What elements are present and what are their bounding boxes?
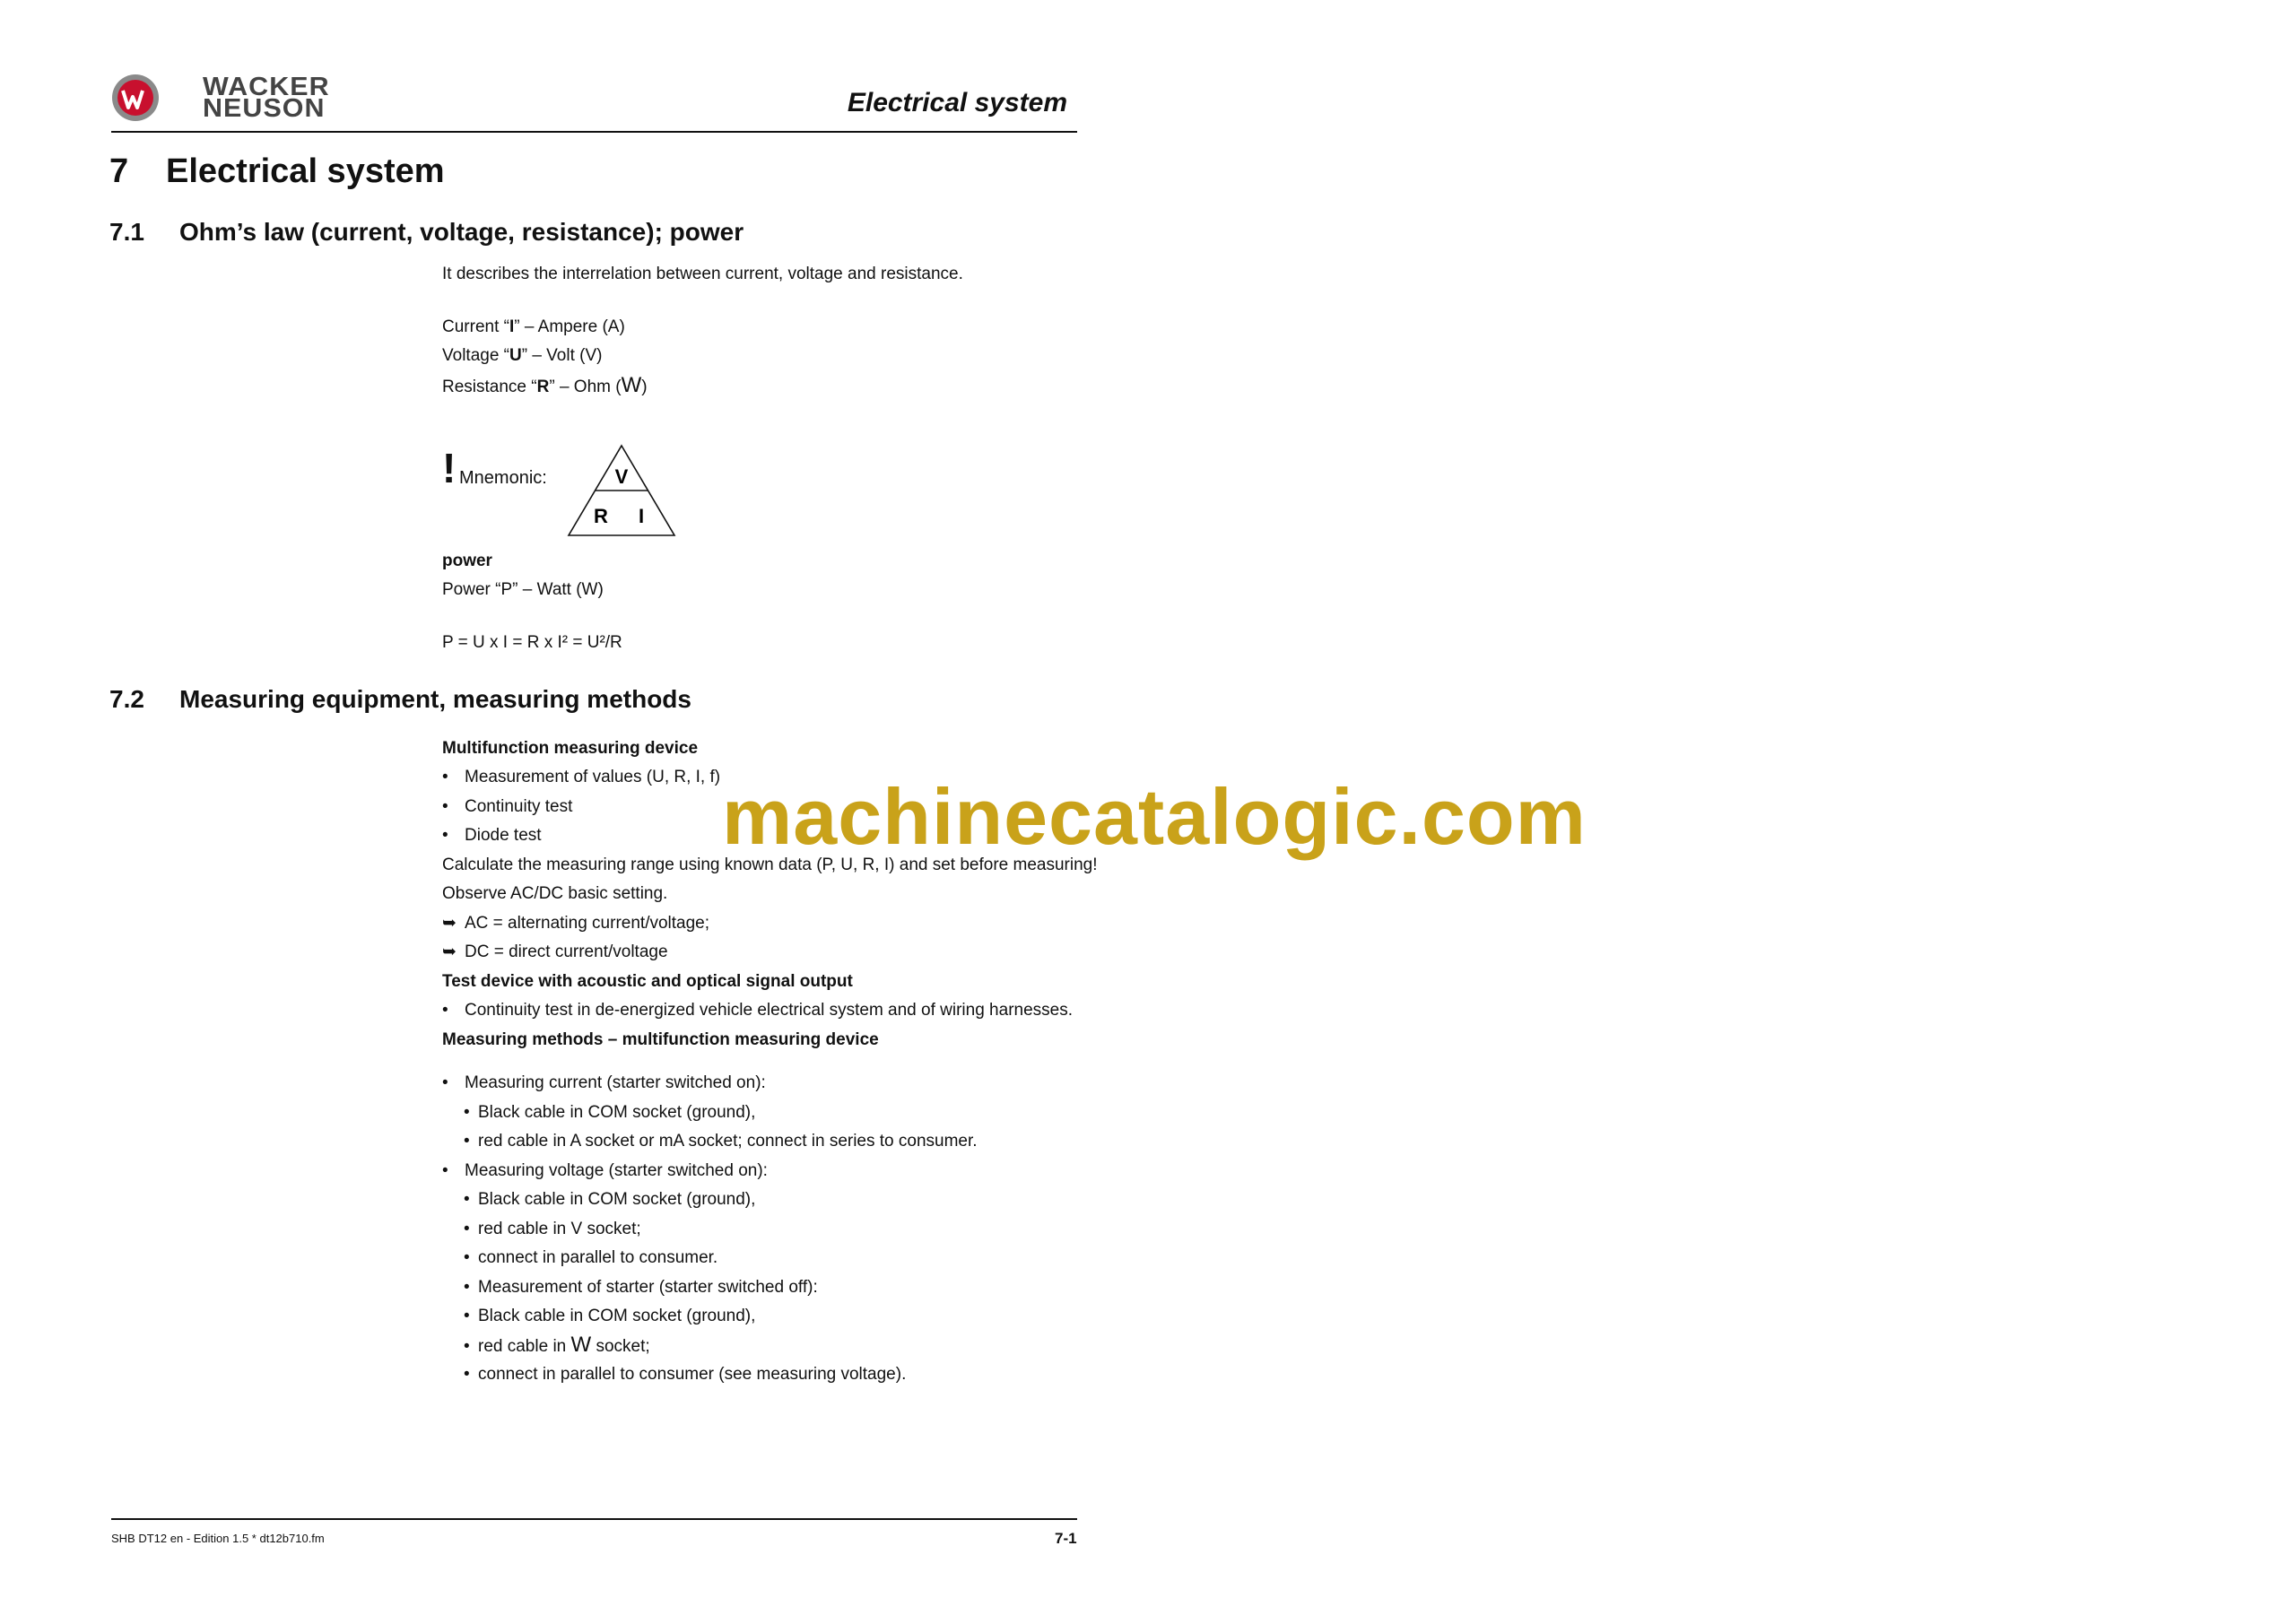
section-heading-7-2: [109, 685, 691, 714]
ohms-law-triangle: [567, 444, 676, 537]
list-item: • Measuring current (starter switched on):: [442, 1073, 766, 1092]
brand-logo: [111, 72, 330, 126]
list-item: • Continuity test: [442, 797, 573, 816]
list-item: • Continuity test in de-energized vehicle electrical system and of wiring harnesses.: [442, 1001, 1073, 1020]
list-item: • Measurement of values (U, R, I, f): [442, 768, 721, 786]
sub-list-item: • Black cable in COM socket (ground),: [464, 1190, 756, 1209]
calc-note: Calculate the measuring range using known data (P, U, R, I) and set before measuring!: [442, 855, 1098, 874]
list-item: • Measuring voltage (starter switched on):: [442, 1161, 768, 1180]
section-title: Measuring equipment, measuring methods: [179, 685, 691, 713]
ac-line: ➥ AC = alternating current/voltage;: [442, 914, 710, 933]
dc-line: ➥ DC = direct current/voltage: [442, 942, 668, 961]
mnemonic-label: Mnemonic:: [459, 468, 547, 488]
list-item: • Diode test: [442, 826, 542, 845]
arrow-icon: ➥: [442, 914, 457, 933]
running-header-title: Electrical system: [847, 88, 1067, 117]
ohms-law-intro: It describes the interrelation between current, voltage and resistance.: [442, 265, 963, 283]
sub-list-item: • red cable in W socket;: [464, 1333, 650, 1357]
triangle-current-symbol: I: [638, 505, 645, 527]
chapter-number: 7: [109, 152, 129, 190]
section-number: 7.1: [109, 218, 144, 246]
chapter-heading: [109, 152, 445, 191]
attention-mark: !: [442, 445, 457, 491]
resistance-definition: Resistance “R” – Ohm (W): [442, 373, 648, 397]
arrow-icon: ➥: [442, 942, 457, 961]
section-number: 7.2: [109, 685, 144, 713]
power-formula: P = U x I = R x I² = U²/R: [442, 633, 622, 652]
section-title: Ohm’s law (current, voltage, resistance); power: [179, 218, 744, 246]
logo-wordmark: WACKER NEUSON: [203, 73, 330, 123]
voltage-definition: Voltage “U” – Volt (V): [442, 346, 603, 365]
chapter-title: Electrical system: [166, 152, 445, 190]
triangle-resistance-symbol: R: [594, 505, 608, 527]
header-divider: [111, 131, 1077, 133]
power-heading: power: [442, 551, 492, 570]
triangle-voltage-symbol: V: [614, 465, 629, 488]
observe-note: Observe AC/DC basic setting.: [442, 884, 668, 903]
methods-heading: Measuring methods – multifunction measuring device: [442, 1030, 879, 1049]
sub-list-item: • Measurement of starter (starter switched off):: [464, 1278, 818, 1297]
footer-divider: [111, 1518, 1077, 1520]
wacker-neuson-logo-icon: [111, 74, 160, 122]
section-heading-7-1: [109, 218, 744, 247]
power-definition: Power “P” – Watt (W): [442, 580, 604, 599]
sub-list-item: • connect in parallel to consumer.: [464, 1248, 718, 1267]
sub-list-item: • Black cable in COM socket (ground),: [464, 1307, 756, 1325]
current-definition: Current “I” – Ampere (A): [442, 317, 625, 336]
sub-list-item: • red cable in V socket;: [464, 1220, 641, 1238]
page-number: 7-1: [1055, 1530, 1077, 1547]
footer-document-info: SHB DT12 en - Edition 1.5 * dt12b710.fm: [111, 1532, 325, 1545]
sub-list-item: • connect in parallel to consumer (see measuring voltage).: [464, 1365, 907, 1384]
sub-list-item: • Black cable in COM socket (ground),: [464, 1103, 756, 1122]
device-heading: Multifunction measuring device: [442, 739, 699, 758]
sub-list-item: • red cable in A socket or mA socket; connect in series to consumer.: [464, 1132, 978, 1151]
watermark: machinecatalogic.com: [722, 772, 1587, 861]
test-device-heading: Test device with acoustic and optical signal output: [442, 972, 853, 991]
